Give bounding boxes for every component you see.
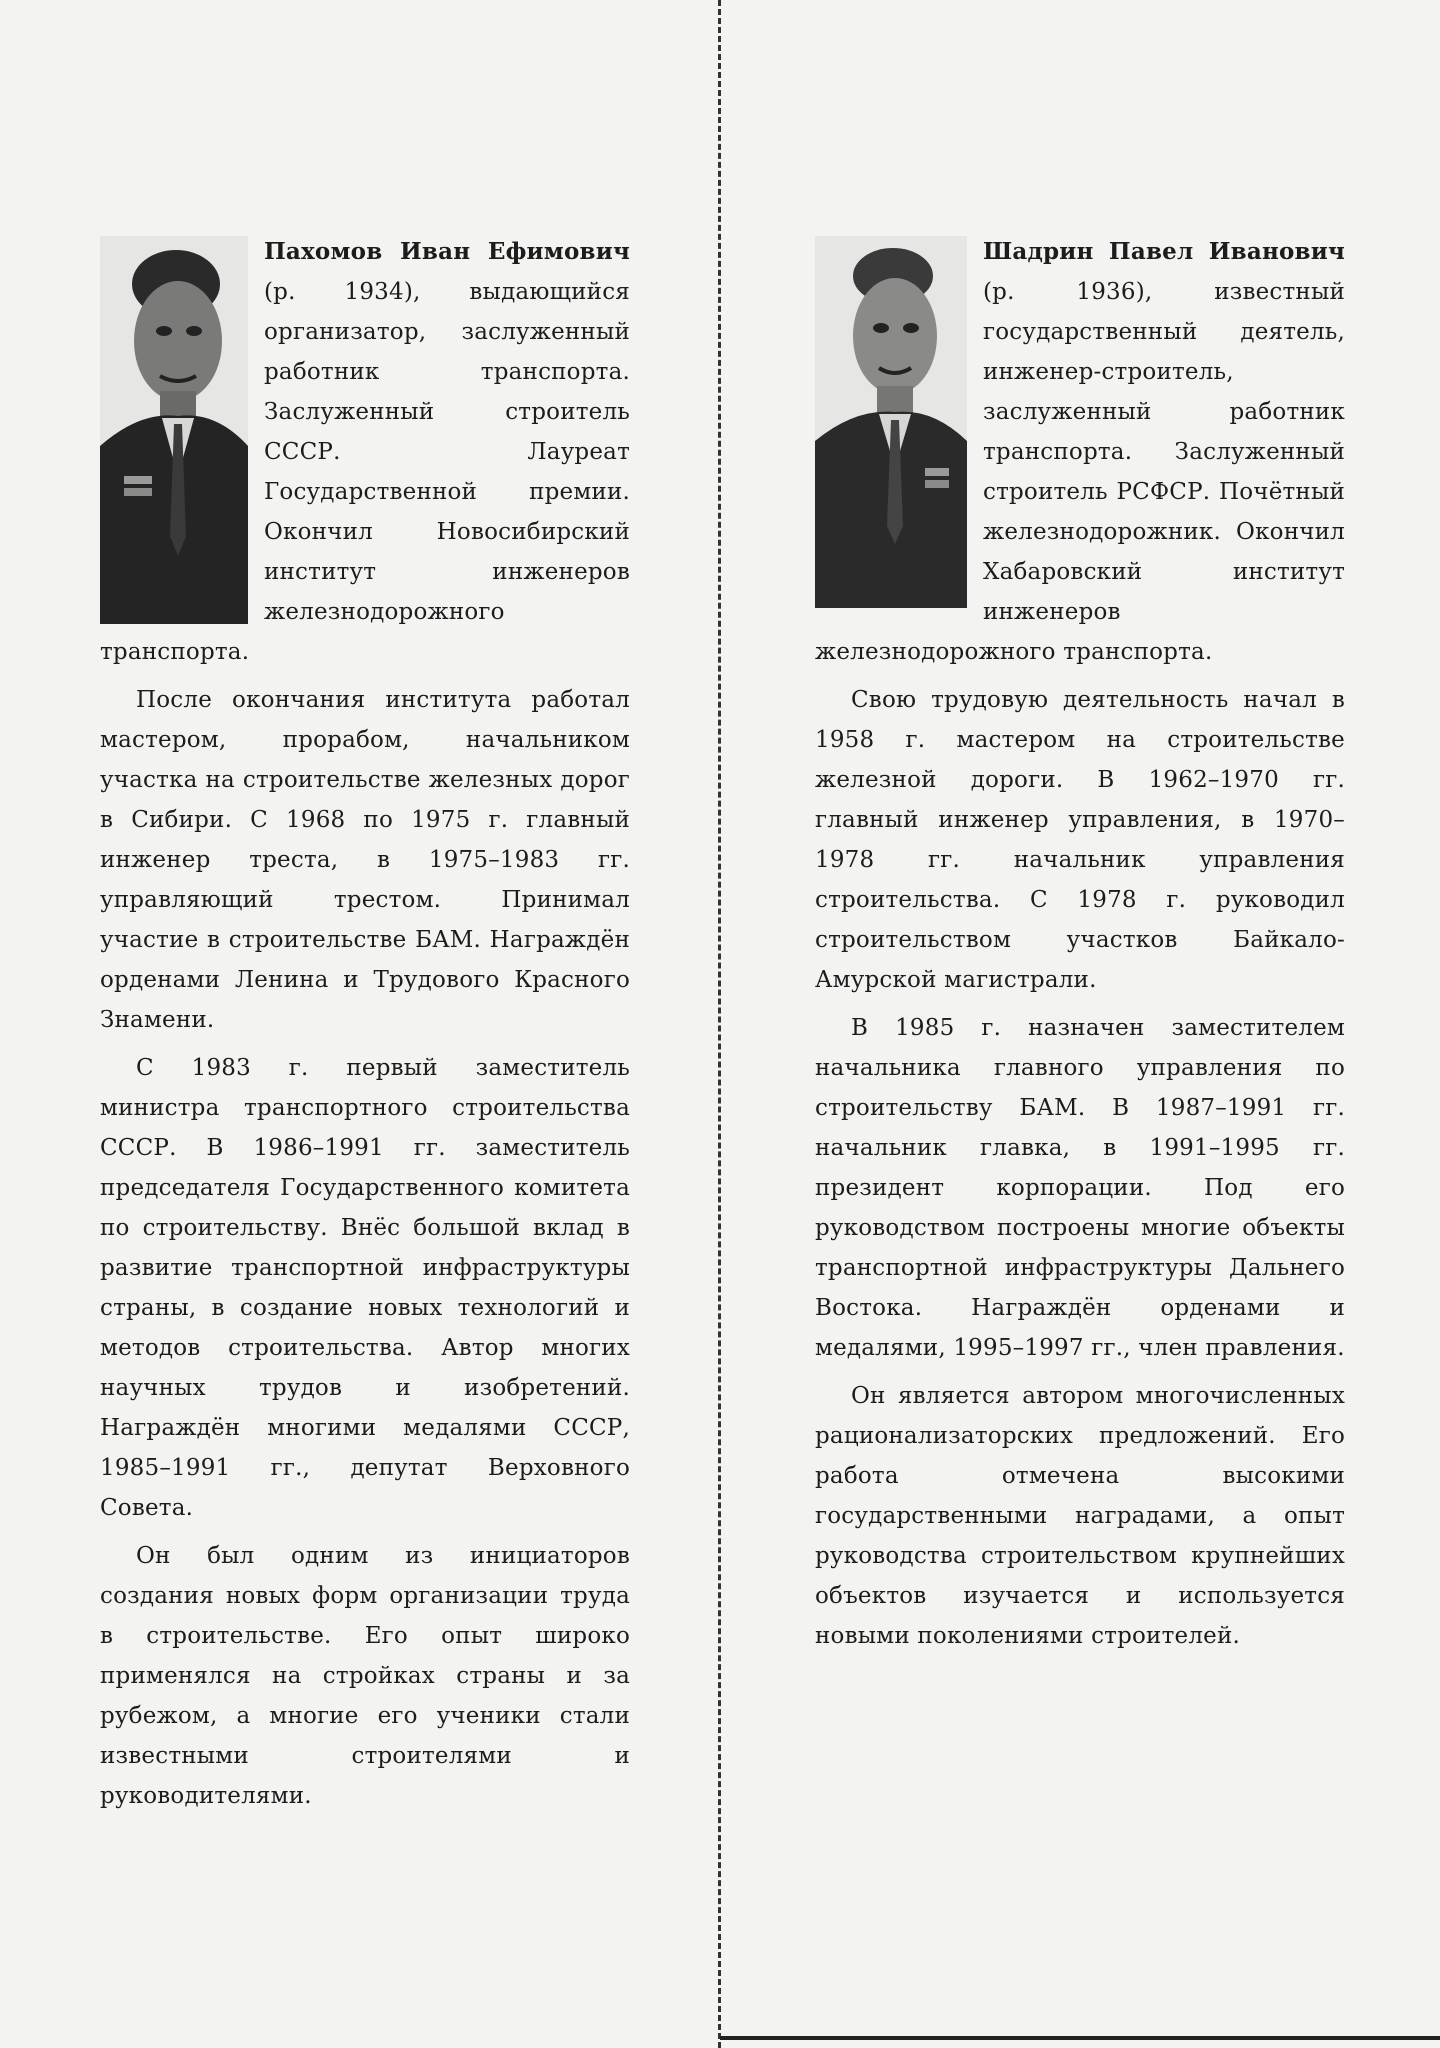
- right-paragraph-1: Свою трудовую деятельность начал в 1958 г. мастером на строительстве железной дороги. В 1962–1970 гг. главный инженер управления, в 1970–1978 гг. начальник управления строительства. С 1978 г. руководил строительством участков Байкало-Амурской магистрали.: [815, 687, 1345, 993]
- left-entry: [100, 232, 630, 1824]
- portrait-right-image: [815, 236, 967, 608]
- portrait-left-image: [100, 236, 248, 624]
- portrait-photo-right: [815, 236, 967, 608]
- left-paragraph-2: С 1983 г. первый заместитель министра транспортного строительства СССР. В 1986–1991 гг. заместитель председателя Государственного комитета по строительству. Внёс большой вклад в развитие транспортной инфраструктуры страны, в создание новых технологий и методов строительства. Автор многих научных трудов и изобретений. Награждён многими медалями СССР, 1985–1991 гг., депутат Верховного Совета.: [100, 1055, 630, 1521]
- bottom-rule: [720, 2036, 1440, 2040]
- fold-divider: [718, 0, 721, 2048]
- right-paragraph-3: Он является автором многочисленных рационализаторских предложений. Его работа отмечена высокими государственными наградами, а опыт руководства строительством крупнейших объектов изучается и используется новыми поколениями строителей.: [815, 1383, 1345, 1649]
- left-paragraph-1: После окончания института работал мастером, прорабом, начальником участка на строительстве железных дорог в Сибири. С 1968 по 1975 г. главный инженер треста, в 1975–1983 гг. управляющий трестом. Принимал участие в строительстве БАМ. Награждён орденами Ленина и Трудового Красного Знамени.: [100, 687, 630, 1033]
- right-entry-intro: (р. 1936), известный государственный деятель, инженер-строитель, заслуженный работник транспорта. Заслуженный строитель РСФСР. Почётный железнодорожник. Окончил Хабаровский институт инженеров железнодорожного транспорта.: [815, 279, 1345, 665]
- left-paragraph-3: Он был одним из инициаторов создания новых форм организации труда в строительстве. Его опыт широко применялся на стройках страны и за рубежом, а многие его ученики стали известными строителями и руководителями.: [100, 1543, 630, 1809]
- left-entry-name: Пахомов Иван Ефимович: [264, 238, 630, 265]
- right-entry-name: Шадрин Павел Иванович: [983, 238, 1345, 265]
- right-paragraph-2: В 1985 г. назначен заместителем начальника главного управления по строительству БАМ. В 1987–1991 гг. начальник главка, в 1991–1995 гг. президент корпорации. Под его руководством построены многие объекты транспортной инфраструктуры Дальнего Востока. Награждён орденами и медалями, 1995–1997 гг., член правления.: [815, 1015, 1345, 1361]
- right-entry: [815, 232, 1345, 1664]
- left-entry-intro: (р. 1934), выдающийся организатор, заслуженный работник транспорта. Заслуженный строитель СССР. Лауреат Государственной премии. Окончил Новосибирский институт инженеров железнодорожного транспорта.: [100, 279, 630, 665]
- portrait-photo-left: [100, 236, 248, 624]
